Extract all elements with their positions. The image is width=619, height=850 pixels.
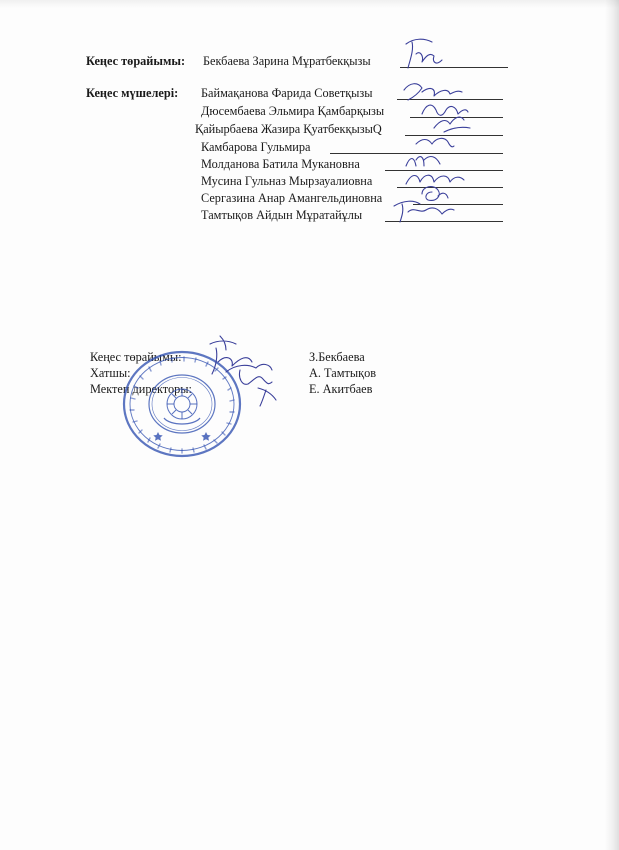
signoff-name: А. Тамтықов — [309, 366, 377, 380]
member-name: Сергазина Анар Амангельдиновна — [201, 191, 383, 205]
signoff-role: Кеңес төрайымы: — [90, 350, 182, 364]
signoff-role: Мектеп директоры: — [90, 382, 192, 396]
scan-edge-top — [0, 0, 619, 8]
signoff-name: З.Бекбаева — [309, 350, 365, 364]
member-name: Тамтықов Айдын Мұратайұлы — [201, 208, 363, 222]
chair-name: Бекбаева Зарина Мұратбекқызы — [203, 54, 371, 68]
chair-signature — [402, 34, 446, 72]
chair-signoff-signature — [196, 330, 286, 410]
member-name: Дюсембаева Эльмира Қамбарқызы — [201, 104, 385, 118]
member-name: Баймақанова Фарида Советқызы — [201, 86, 373, 100]
signoff-role: Хатшы: — [90, 366, 131, 380]
member-name: Молданова Батила Мукановна — [201, 157, 360, 171]
members-label: Кеңес мүшелері: — [86, 86, 179, 100]
member-name: Мусина Гульназ Мырзауалиовна — [201, 174, 373, 188]
chair-label: Кеңес төрайымы: — [86, 54, 186, 68]
signoff-name: Е. Акитбаев — [309, 382, 373, 396]
scan-edge-right — [605, 0, 619, 850]
member-name: Қайырбаева Жазира ҚуатбекқызыQ — [195, 122, 382, 136]
member-name: Камбарова Гульмира — [201, 140, 311, 154]
member-signature — [390, 196, 456, 226]
